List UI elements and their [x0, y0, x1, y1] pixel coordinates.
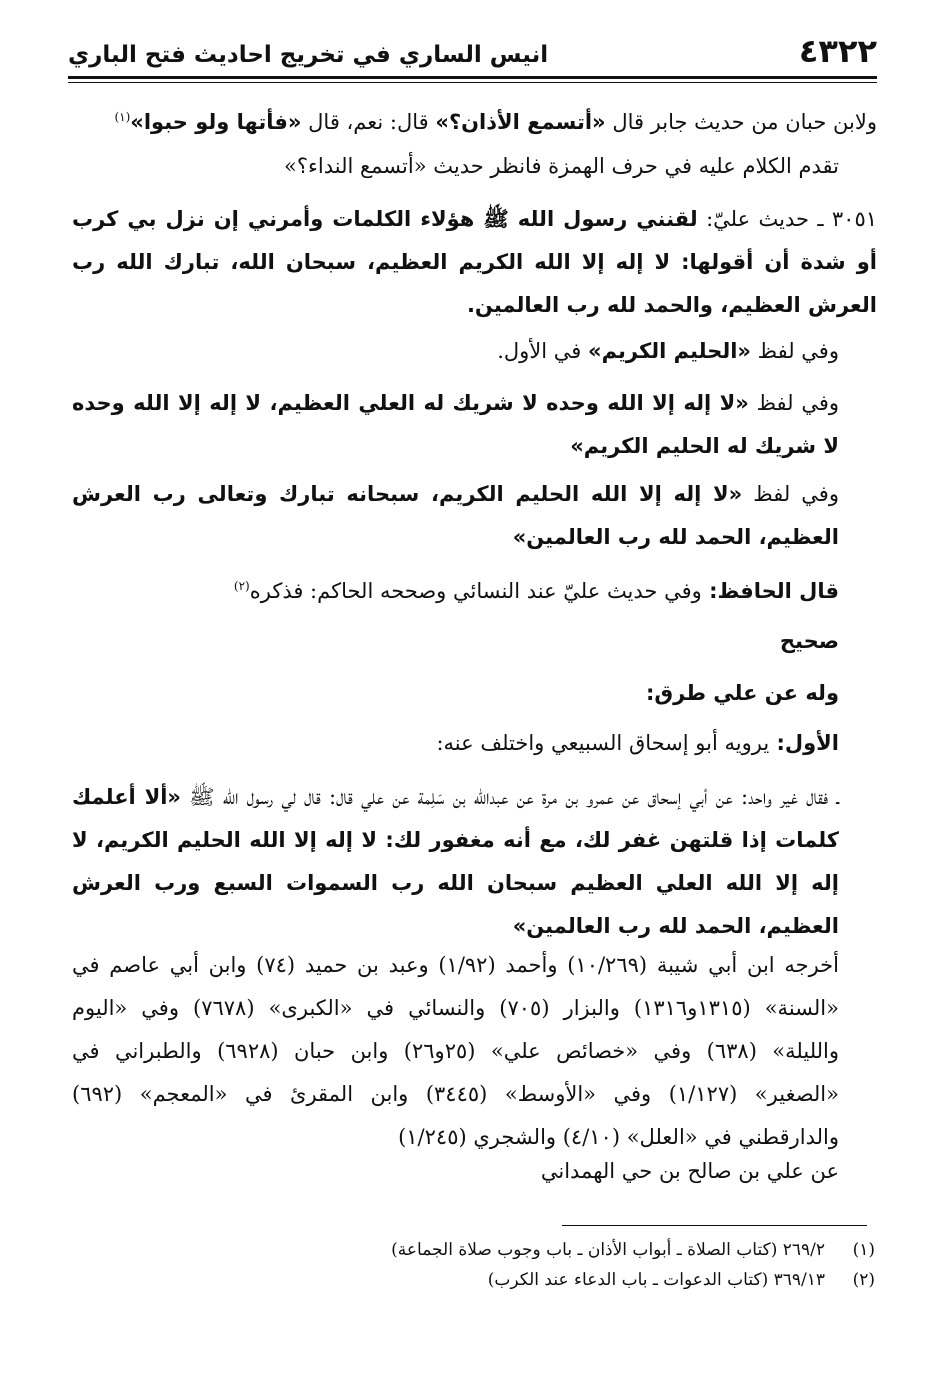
quote: «لا إله إلا الله الحليم الكريم، سبحانه تبارك وتعالى رب العرش العظيم، الحمد لله رب العالمين»	[72, 482, 839, 549]
first-path	[72, 722, 839, 765]
paragraph-cross-reference	[72, 145, 839, 188]
text: وفي لفظ	[751, 339, 839, 363]
hadith-3051	[72, 198, 877, 327]
quote: «فأتها ولو حبوا»	[130, 110, 302, 134]
header-rule-thin	[68, 82, 877, 83]
heading-text: وله عن علي طرق:	[645, 681, 839, 705]
footnote-number: (١)	[852, 1240, 875, 1260]
text: أخرجه ابن أبي شيبة (١٠/٢٦٩) وأحمد (١/٩٢) وعبد بن حميد (٧٤) وابن أبي عاصم في «السنة» (١٣١٥و١٣١٦) والبزار (٧٠٥) والنسائي في «الكبرى» (٧٦٧٨) وفي «اليوم والليلة» (٦٣٨) وفي «خصائص علي» (٢٥و٢٦) وابن حبان (٦٩٢٨) والطبراني في «الصغير» (١/١٢٧) وفي «الأوسط» (٣٤٤٥) وابن المقرئ في «المعجم» (٦٩٢) والدارقطني في «العلل» (٤/١٠) والشجري (١/٢٤٥)	[72, 953, 840, 1149]
footnote-text: ٣٦٩/١٣ (كتاب الدعوات ـ باب الدعاء عند الكرب)	[487, 1270, 825, 1290]
label: الأول:	[769, 731, 839, 755]
paths-heading	[72, 672, 839, 715]
quote: «ألا أعلمك كلمات إذا قلتهن غفر لك، مع أنه مغفور لك: لا إله إلا الله الحليم الكريم، لا إله إلا الله العلي العظيم سبحان الله رب السموات السبع ورب العرش العظيم، الحمد لله رب العالمين»	[72, 785, 839, 938]
footnote-ref-1: (١)	[114, 110, 131, 124]
paragraph-variant-2	[72, 382, 839, 468]
label: قال الحافظ:	[701, 579, 839, 603]
verdict-text: صحيح	[779, 629, 839, 653]
text: وفي حديث عليّ عند النسائي وصححه الحاكم: فذكره	[249, 579, 702, 603]
paragraph-ibn-hibban	[72, 96, 877, 144]
footnote-1	[68, 1236, 875, 1264]
hadith-number: ٣٠٥١ ـ حديث عليّ:	[697, 207, 878, 231]
text: ولابن حبان من حديث جابر قال	[605, 110, 877, 134]
text: تقدم الكلام عليه في حرف الهمزة فانظر حديث «أتسمع النداء؟»	[284, 154, 839, 178]
footnote-2	[68, 1266, 875, 1294]
quote: «أتسمع الأذان؟»	[435, 110, 606, 134]
footnote-number: (٢)	[852, 1270, 875, 1290]
text: وفي لفظ	[748, 391, 839, 415]
narration-chain	[72, 776, 839, 948]
verdict	[72, 620, 839, 663]
quote: «لا إله إلا الله وحده لا شريك له العلي العظيم، لا إله إلا الله وحده لا شريك له الحليم الكريم»	[72, 391, 839, 458]
hadith-text: لقنني رسول الله ﷺ هؤلاء الكلمات وأمرني إن نزل بي كرب أو شدة أن أقولها: لا إله إلا الله الكريم العظيم، سبحان الله، تبارك الله رب العرش العظيم، والحمد لله رب العالمين.	[72, 207, 877, 317]
takhrij-paragraph	[72, 944, 839, 1159]
text: ـ فقال غير واحد: عن أبي إسحاق عن عمرو بن مرة عن عبدالله بن سَلِمة عن علي قال: قال لي رسول الله ﷺ	[180, 785, 839, 809]
header-rule	[68, 76, 877, 79]
footnote-ref-2: (٢)	[233, 579, 250, 593]
page-header	[68, 28, 877, 76]
text: يرويه أبو إسحاق السبيعي واختلف عنه:	[436, 731, 770, 755]
running-title: انيس الساري في تخريج احاديث فتح الباري	[68, 42, 549, 68]
paragraph-variant-1	[72, 330, 839, 373]
text: وفي لفظ	[742, 482, 839, 506]
text: عن علي بن صالح بن حي الهمداني	[540, 1159, 839, 1183]
paragraph-variant-3	[72, 473, 839, 559]
paragraph-hafiz	[72, 565, 839, 613]
second-path	[72, 1150, 839, 1193]
footnote-text: ٢٦٩/٢ (كتاب الصلاة ـ أبواب الأذان ـ باب وجوب صلاة الجماعة)	[391, 1240, 825, 1260]
page-number: ٤٣٢٢	[798, 32, 877, 70]
footnote-rule	[562, 1225, 867, 1226]
text: في الأول.	[497, 339, 588, 363]
text: قال: نعم، قال	[301, 110, 436, 134]
quote: «الحليم الكريم»	[588, 339, 751, 363]
